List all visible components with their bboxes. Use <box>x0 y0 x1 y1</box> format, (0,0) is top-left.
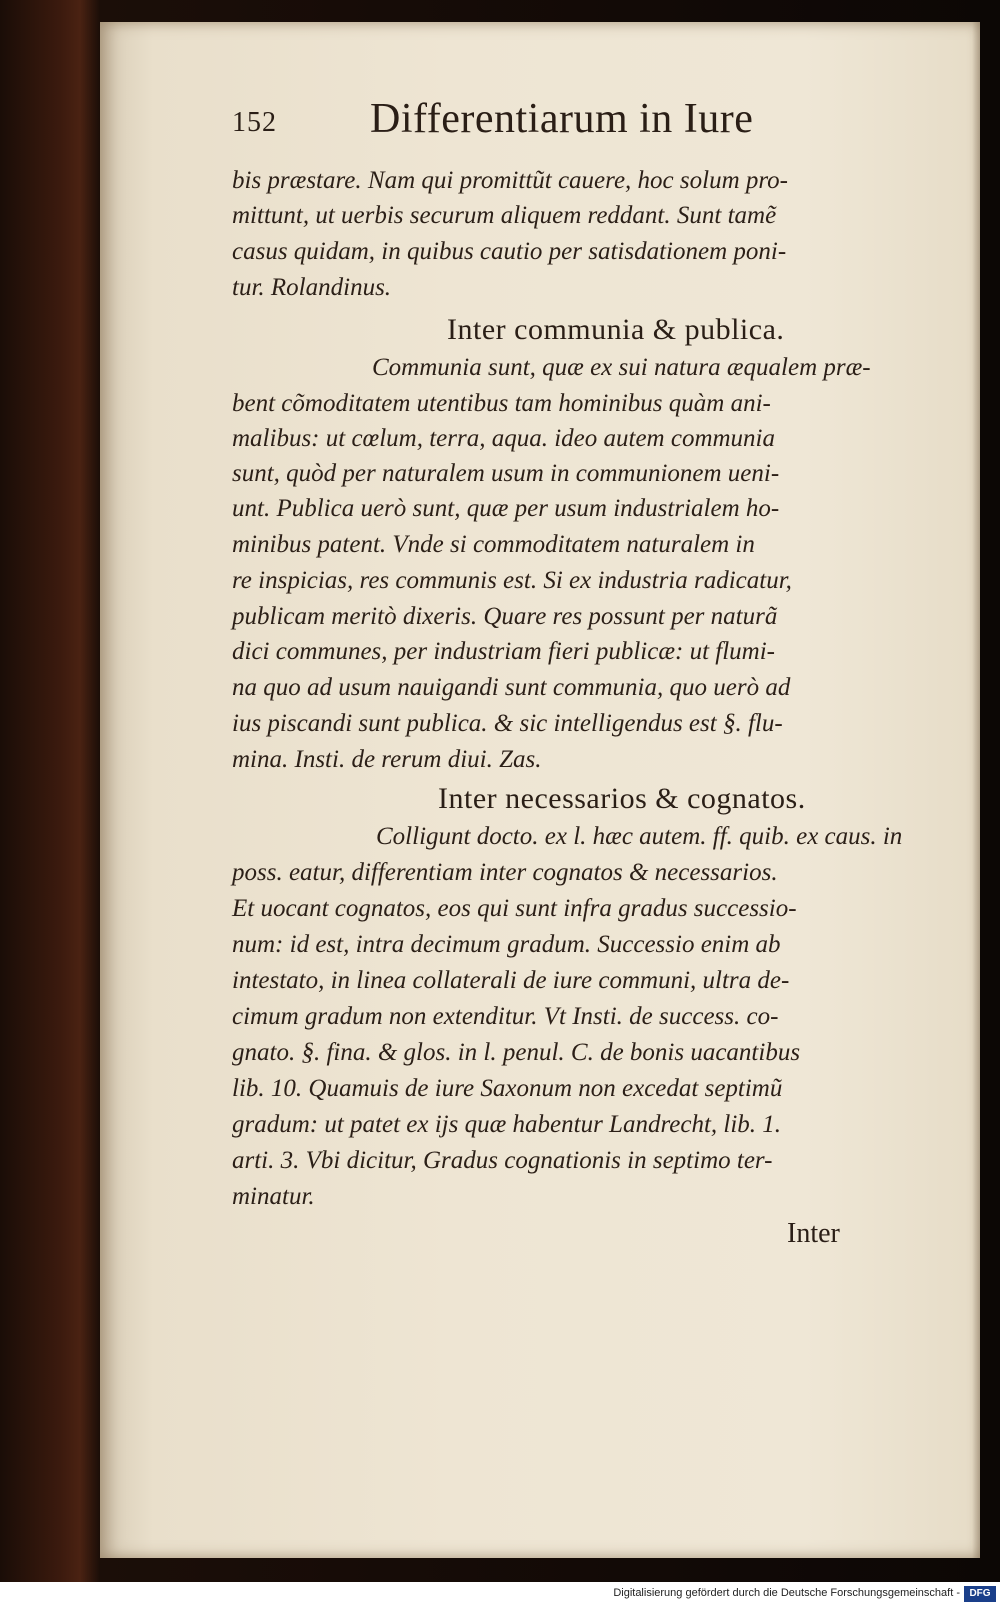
text-line: gnato. §. fina. & glos. in l. penul. C. de bonis uacantibus <box>232 1039 801 1066</box>
text-line: num: id est, intra decimum gradum. Successio enim ab <box>232 931 781 958</box>
text-line: sunt, quòd per naturalem usum in communionem ueni- <box>232 460 780 487</box>
text-line: Communia sunt, quæ ex sui natura æqualem præ- <box>372 354 871 381</box>
digitization-footer <box>0 1582 1000 1607</box>
text-line: minibus patent. Vnde si commoditatem naturalem in <box>232 531 755 558</box>
text-line: intestato, in linea collaterali de iure communi, ultra de- <box>232 967 790 994</box>
section-heading: Inter communia & publica. <box>447 313 785 346</box>
text-line: tur. Rolandinus. <box>232 274 392 301</box>
text-line: malibus: ut cœlum, terra, aqua. ideo autem communia <box>232 425 776 452</box>
text-line: minatur. <box>232 1183 315 1210</box>
page-edge <box>972 22 980 1558</box>
text-line: unt. Publica uerò sunt, quæ per usum industrialem ho- <box>232 495 780 522</box>
text-line: gradum: ut patet ex ijs quæ habentur Landrecht, lib. 1. <box>232 1111 782 1138</box>
page-number: 152 <box>232 107 277 138</box>
text-line: poss. eatur, differentiam inter cognatos & necessarios. <box>232 859 778 886</box>
text-line: Colligunt docto. ex l. hæc autem. ff. quib. ex caus. in <box>376 823 903 850</box>
text-line: arti. 3. Vbi dicitur, Gradus cognationis in septimo ter- <box>232 1147 773 1174</box>
text-line: bent cõmoditatem utentibus tam hominibus quàm ani- <box>232 390 771 417</box>
section-heading: Inter necessarios & cognatos. <box>438 782 806 815</box>
text-line: casus quidam, in quibus cautio per satisdationem poni- <box>232 238 787 265</box>
footer-credit-text: Digitalisierung gefördert durch die Deutsche Forschungsgemeinschaft - <box>613 1587 960 1599</box>
text-line: re inspicias, res communis est. Si ex industria radicatur, <box>232 567 792 594</box>
text-line: ius piscandi sunt publica. & sic intelligendus est §. flu- <box>232 710 783 737</box>
text-line: publicam meritò dixeris. Quare res possunt per naturã <box>232 603 778 630</box>
text-line: na quo ad usum nauigandi sunt communia, quo uerò ad <box>232 674 791 701</box>
running-head: Differentiarum in Iure <box>370 96 754 142</box>
text-line: dici communes, per industriam fieri publicæ: ut flumi- <box>232 638 776 665</box>
catchword: Inter <box>787 1218 840 1249</box>
text-line: cimum gradum non extenditur. Vt Insti. de success. co- <box>232 1003 779 1030</box>
text-line: Et uocant cognatos, eos qui sunt infra gradus successio- <box>232 895 797 922</box>
text-line: mittunt, ut uerbis securum aliquem reddant. Sunt tamẽ <box>232 202 777 229</box>
text-line: lib. 10. Quamuis de iure Saxonum non excedat septimũ <box>232 1075 783 1102</box>
dfg-logo-icon: DFG <box>964 1586 996 1602</box>
text-line: bis præstare. Nam qui promittũt cauere, hoc solum pro- <box>232 167 789 194</box>
text-line: mina. Insti. de rerum diui. Zas. <box>232 746 542 773</box>
page-header <box>232 95 852 151</box>
